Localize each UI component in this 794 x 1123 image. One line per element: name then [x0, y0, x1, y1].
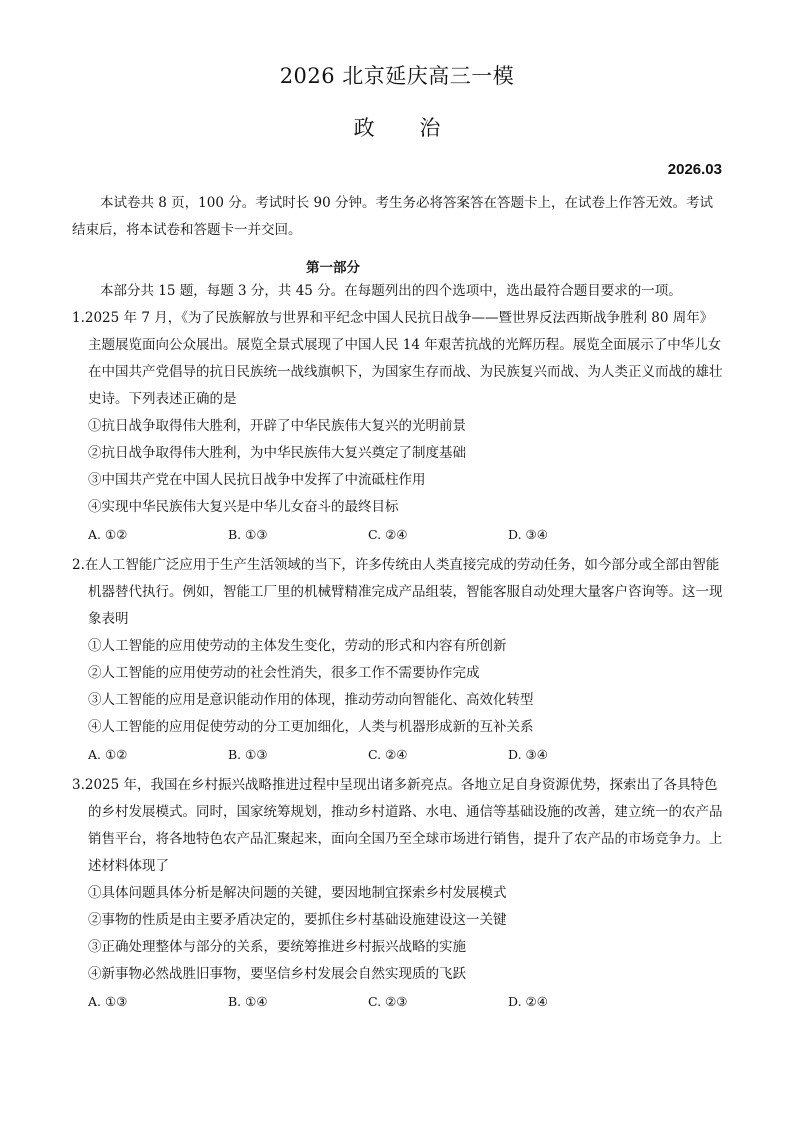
exam-title: 2026 北京延庆高三一模	[279, 64, 515, 88]
statement-option: ①人工智能的应用使劳动的主体发生变化，劳动的形式和内容有所创新	[88, 638, 507, 654]
subject-title: 政 治	[353, 116, 441, 140]
question-stem: 1.2025 年 7 月，《为了民族解放与世界和平纪念中国人民抗日战争——暨世界反法西斯战争胜利 80 周年》主题展览面向公众展出。展览全景式展现了中国人民 14 年艰苦抗战的光辉历程。展览全面展示了中华儿女在中国共产党倡导的抗日民族统一战线旗帜下，为国家生存而战、为民族复兴而战、为人类正义而战的雄壮史诗。下列表述正确的是	[72, 310, 723, 407]
choice-b: B. ①④	[228, 994, 268, 1009]
choice-d: D. ②④	[508, 994, 548, 1009]
statement-option: ④人工智能的应用促使劳动的分工更加细化，人类与机器形成新的互补关系	[88, 719, 534, 735]
choice-b: B. ①③	[228, 527, 268, 542]
part1-note: 本部分共 15 题，每题 3 分，共 45 分。在每题列出的四个选项中，选出最符合题目要求的一项。	[100, 283, 682, 299]
statement-option: ②抗日战争取得伟大胜利，为中华民族伟大复兴奠定了制度基础	[88, 445, 466, 461]
choice-a: A. ①②	[88, 527, 128, 542]
answer-choices	[72, 521, 724, 548]
choice-a: A. ①③	[88, 994, 128, 1009]
statement-option: ④新事物必然战胜旧事物，要坚信乡村发展会自然实现质的飞跃	[88, 966, 466, 982]
choice-a: A. ①②	[88, 747, 128, 762]
statement-option: ④实现中华民族伟大复兴是中华儿女奋斗的最终目标	[88, 499, 399, 515]
statement-option: ①抗日战争取得伟大胜利，开辟了中华民族伟大复兴的光明前景	[88, 418, 466, 434]
statement-option: ③人工智能的应用是意识能动作用的体现，推动劳动向智能化、高效化转型	[88, 692, 534, 708]
question-1	[72, 305, 724, 548]
question-3	[72, 772, 724, 1015]
statement-option: ③正确处理整体与部分的关系，要统筹推进乡村振兴战略的实施	[88, 939, 466, 955]
exam-instructions: 本试卷共 8 页，100 分。考试时长 90 分钟。考生务必将答案答在答题卡上，在试卷上作答无效。考试结束后，将本试卷和答题卡一并交回。	[72, 195, 713, 238]
choice-d: D. ③④	[508, 527, 548, 542]
exam-date: 2026.03	[667, 161, 722, 178]
choice-c: C. ②④	[368, 747, 408, 762]
part1-title: 第一部分	[306, 260, 360, 276]
statement-option: ②事物的性质是由主要矛盾决定的，要抓住乡村基础设施建设这一关键	[88, 912, 507, 928]
statement-option: ③中国共产党在中国人民抗日战争中发挥了中流砥柱作用	[88, 472, 426, 488]
choice-c: C. ②③	[368, 994, 408, 1009]
answer-choices	[72, 741, 724, 768]
question-stem: 2.在人工智能广泛应用于生产生活领域的当下，许多传统由人类直接完成的劳动任务，如今部分或全部由智能机器替代执行。例如，智能工厂里的机械臂精准完成产品组装，智能客服自动处理大量客户咨询等。这一现象表明	[72, 557, 723, 627]
statement-option: ①具体问题具体分析是解决问题的关键，要因地制宜探索乡村发展模式	[88, 885, 507, 901]
choice-c: C. ②④	[368, 527, 408, 542]
choice-b: B. ①③	[228, 747, 268, 762]
answer-choices	[72, 988, 724, 1015]
choice-d: D. ③④	[508, 747, 548, 762]
question-2	[72, 552, 724, 768]
question-stem: 3.2025 年，我国在乡村振兴战略推进过程中呈现出诸多新亮点。各地立足自身资源优势，探索出了各具特色的乡村发展模式。同时，国家统筹规划，推动乡村道路、水电、通信等基础设施的改善，建立统一的农产品销售平台，将各地特色农产品汇聚起来，面向全国乃至全球市场进行销售，提升了农产品的市场竞争力。上述材料体现了	[72, 777, 723, 874]
statement-option: ②人工智能的应用使劳动的社会性消失，很多工作不需要协作完成	[88, 665, 480, 681]
